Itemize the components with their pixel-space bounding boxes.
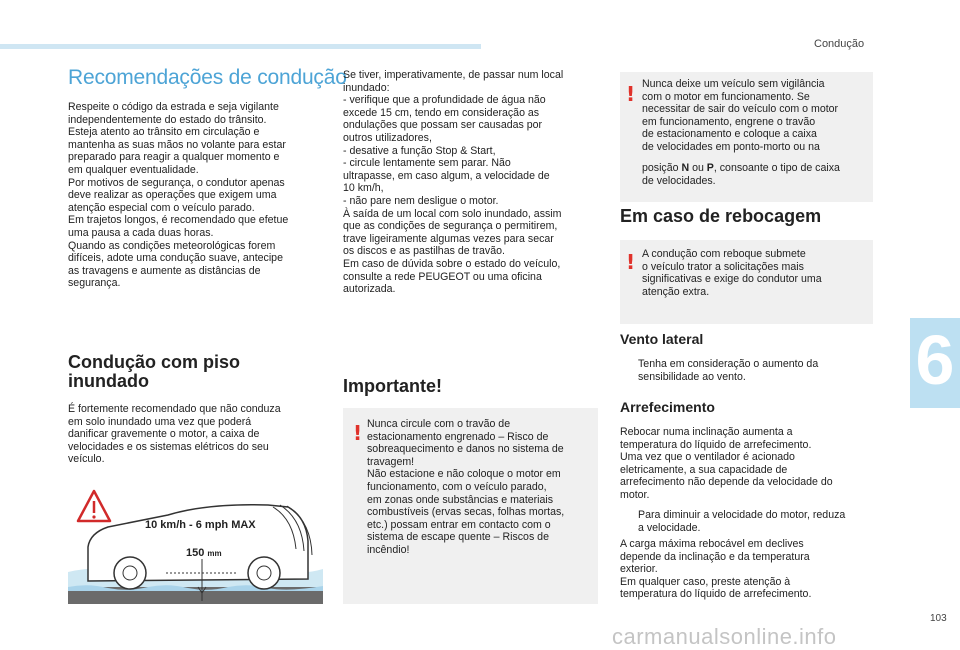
header-bar — [0, 44, 481, 49]
depth-value: 150 — [186, 547, 205, 559]
towing-text: A condução com reboque submete o veículo trator a solicitações mais significativas e exige do condutor uma atenção extra. — [642, 248, 822, 298]
watermark: carmanualsonline.info — [612, 624, 837, 649]
page-number: 103 — [930, 613, 947, 624]
gear-p: P — [706, 162, 714, 174]
flood-heading: Condução com piso inundado — [68, 352, 241, 391]
page-title: Recomendações de condução — [68, 66, 347, 89]
speed-limit-label: 10 km/h - 6 mph MAX — [145, 519, 256, 531]
unattended-text-2b: ou — [689, 162, 707, 174]
chapter-tab — [910, 318, 960, 408]
exclamation-icon: ! — [626, 250, 636, 274]
exclamation-icon: ! — [353, 421, 363, 445]
unattended-text-2 — [642, 162, 872, 175]
important-heading: Importante! — [343, 376, 442, 396]
unattended-text-1: Nunca deixe um veículo sem vigilância com o motor em funcionamento. Se necessitar de sair do veículo com o motor em funcionamento, engrene o travão de estacionamento e coloque a caixa de velocidades em ponto-morto ou na — [642, 78, 839, 153]
flood-text: É fortemente recomendado que não conduza em solo inundado uma vez que poderá danificar gravemente o motor, a caixa de velocidades e os sistemas elétricos do seu veículo. — [68, 403, 281, 466]
crosswind-heading: Vento lateral — [620, 331, 704, 347]
cooling-text-2: A carga máxima rebocável em declives depende da inclinação e da temperatura exterior. Em qualquer caso, preste atenção à temperatura do líquido de arrefecimento. — [620, 538, 812, 601]
depth-label — [186, 547, 222, 559]
cooling-heading: Arrefecimento — [620, 399, 715, 415]
depth-unit: mm — [207, 549, 222, 558]
towing-warning-box — [620, 240, 873, 324]
towing-heading: Em caso de rebocagem — [620, 206, 822, 226]
crosswind-text: Tenha em consideração o aumento da sensibilidade ao vento. — [638, 358, 819, 383]
important-text: Nunca circule com o travão de estacionamento engrenado – Risco de sobreaquecimento e danos no sistema de travagem! Não estacione e não coloque o motor em funcionamento, com o veículo parado, em zonas onde substâncias e materiais combustíveis (ervas secas, folhas mortas, etc.) possam entrar em contacto com o sistema de escape quente – Riscos de incêndio! — [367, 418, 565, 556]
cooling-text-1: Rebocar numa inclinação aumenta a temperatura do líquido de arrefecimento. Uma vez que o ventilador é acionado eletricamente, a sua capacidade de arrefecimento não depende da velocidade do motor. — [620, 426, 833, 501]
section-header: Condução — [814, 38, 865, 50]
flood-figure — [68, 489, 323, 604]
unattended-text-2c: , consoante o tipo de caixa — [713, 162, 840, 174]
important-warning-box — [343, 408, 598, 604]
exclamation-icon: ! — [626, 82, 636, 106]
flood-instructions: Se tiver, imperativamente, de passar num local inundado: - verifique que a profundidade de água não excede 15 cm, tendo em consideração as ondulações que possam ser causadas por outros utilizadores, - desative a função Stop & Start, - circule lentamente sem parar. Não ultrapasse, em caso algum, a velocidade de 10 km/h, - não pare nem desligue o motor. À saída de um local com solo inundado, assim que as condições de segurança o permitirem, trave ligeiramente algumas vezes para secar os discos e as pastilhas de travão. Em caso de dúvida sobre o estado do veículo, consulte a rede PEUGEOT ou uma oficina autorizada. — [343, 69, 564, 296]
unattended-warning-box — [620, 72, 873, 202]
cooling-bullet-text: Para diminuir a velocidade do motor, reduza a velocidade. — [638, 509, 846, 534]
chapter-number: 6 — [915, 321, 955, 399]
gear-n: N — [681, 162, 690, 174]
unattended-text-2a: posição — [642, 162, 682, 174]
unattended-text-3: de velocidades. — [642, 175, 716, 187]
intro-text: Respeite o código da estrada e seja vigilante independentemente do estado do trânsito. Esteja atento ao trânsito em circulação e mantenha as suas mãos no volante para estar preparado para reagir a qualquer momento e em qualquer eventualidade. Por motivos de segurança, o condutor apenas deve realizar as operações que exigem uma atenção especial com o veículo parado. Em trajetos longos, é recomendado que efetue uma pausa a cada duas horas. Quando as condições meteorológicas forem difíceis, adote uma condução suave, antecipe as travagens e aumente as distâncias de segurança. — [68, 101, 289, 290]
